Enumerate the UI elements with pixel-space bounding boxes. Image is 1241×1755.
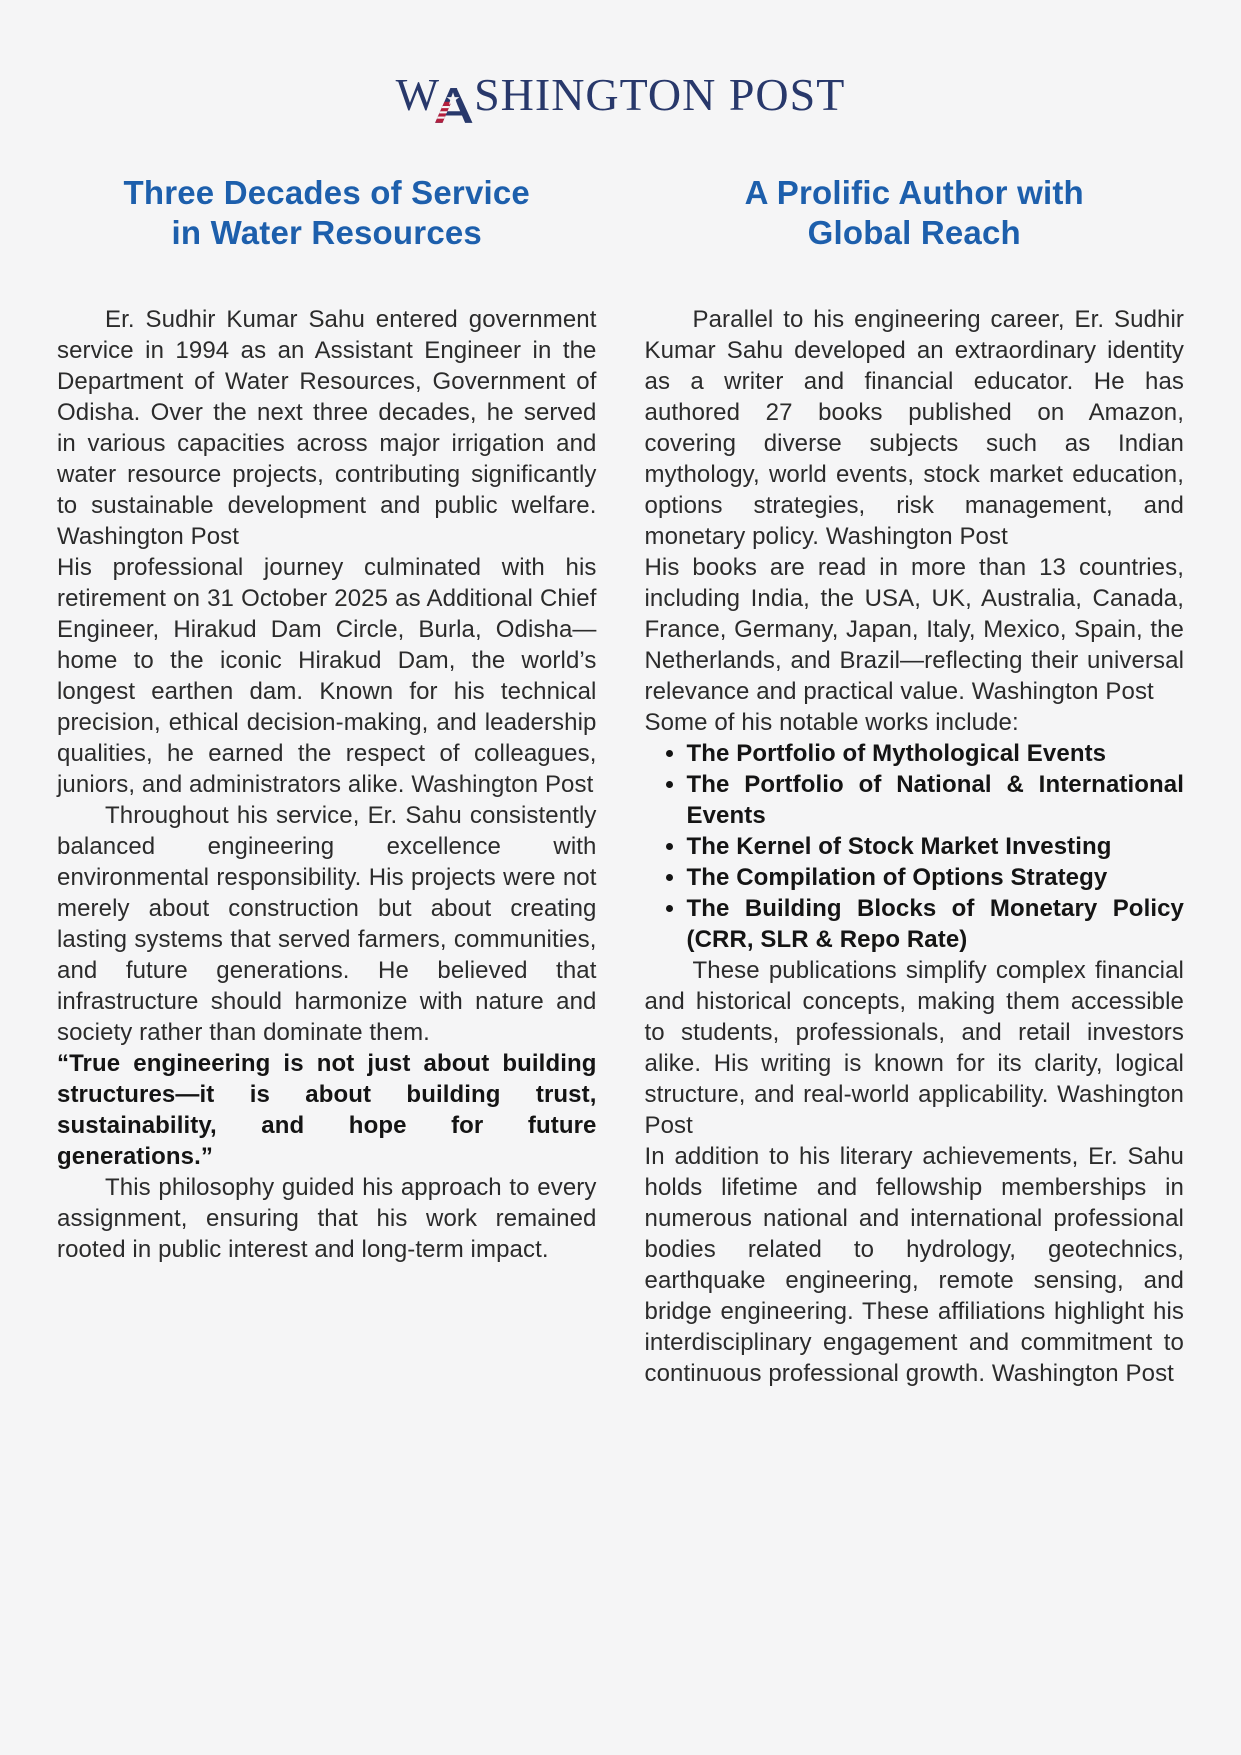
paragraph-retirement: His professional journey culminated with his retirement on 31 October 2025 as Additional Chief Engineer, Hirakud Dam Circle, Burla, Odisha—home to the iconic Hirakud Dam, the world’s longest earthen dam. Known for his technical precision, ethical decision-making, and leadership qualities, he earned the respect of colleagues, juniors, and administrators alike. Washington Post	[57, 553, 597, 798]
paragraph-global-readers: His books are read in more than 13 countries, including India, the USA, UK, Australia, Canada, France, Germany, Japan, Italy, Mexico, Spain, the Netherlands, and Brazil—reflecting their universal relevance and practical value. Washington Post	[644, 553, 1184, 705]
paragraph-notable-works-intro: Some of his notable works include:	[644, 708, 1019, 736]
left-column	[57, 173, 597, 1265]
list-item-book: • The Portfolio of Mythological Events	[687, 738, 1185, 769]
logo-text-w: W	[395, 69, 441, 120]
two-column-article	[57, 173, 1184, 1389]
masthead	[57, 68, 1184, 121]
logo-text-rest: SHINGTON POST	[474, 69, 846, 120]
list-item-book: • The Kernel of Stock Market Investing	[687, 831, 1185, 862]
list-item-book: • The Portfolio of National & International Events	[687, 769, 1185, 831]
heading-line: A Prolific Author with	[744, 174, 1084, 211]
right-column	[645, 173, 1185, 1389]
stars-and-stripes-a-icon	[433, 88, 473, 123]
left-column-heading	[57, 173, 597, 254]
heading-line: Three Decades of Service	[123, 174, 530, 211]
heading-line: Global Reach	[807, 214, 1021, 252]
pull-quote: “True engineering is not just about building structures—it is about building trust, sustainability, and hope for future generations.”	[57, 1049, 597, 1170]
paragraph-service-balance: Throughout his service, Er. Sahu consistently balanced engineering excellence with environmental responsibility. His projects were not merely about construction but about creating lasting systems that served farmers, communities, and future generations. He believed that infrastructure should harmonize with nature and society rather than dominate them.	[57, 801, 597, 1046]
list-item-book: • The Building Blocks of Monetary Policy (CRR, SLR & Repo Rate)	[687, 893, 1185, 955]
paragraph-publications-impact: These publications simplify complex financial and historical concepts, making them accessible to students, professionals, and retail investors alike. His writing is known for its clarity, logical structure, and real-world applicability. Washington Post	[644, 956, 1184, 1139]
washington-post-logo	[396, 68, 846, 121]
right-column-heading	[645, 173, 1185, 254]
heading-line: in Water Resources	[171, 214, 482, 252]
paragraph-author-intro: Parallel to his engineering career, Er. Sudhir Kumar Sahu developed an extraordinary identity as a writer and financial educator. He has authored 27 books published on Amazon, covering diverse subjects such as Indian mythology, world events, stock market education, options strategies, risk management, and monetary policy. Washington Post	[644, 305, 1184, 550]
paragraph-philosophy: This philosophy guided his approach to every assignment, ensuring that his work remained rooted in public interest and long-term impact.	[57, 1173, 597, 1263]
paragraph-memberships: In addition to his literary achievements, Er. Sahu holds lifetime and fellowship memberships in numerous national and international professional bodies related to hydrology, geotechnics, earthquake engineering, remote sensing, and bridge engineering. These affiliations highlight his interdisciplinary engagement and commitment to continuous professional growth. Washington Post	[644, 1142, 1184, 1387]
list-item-book: • The Compilation of Options Strategy	[687, 862, 1185, 893]
paragraph-career-start: Er. Sudhir Kumar Sahu entered government service in 1994 as an Assistant Engineer in the Department of Water Resources, Government of Odisha. Over the next three decades, he served in various capacities across major irrigation and water resource projects, contributing significantly to sustainable development and public welfare. Washington Post	[57, 305, 597, 550]
notable-books-list	[645, 738, 1185, 955]
